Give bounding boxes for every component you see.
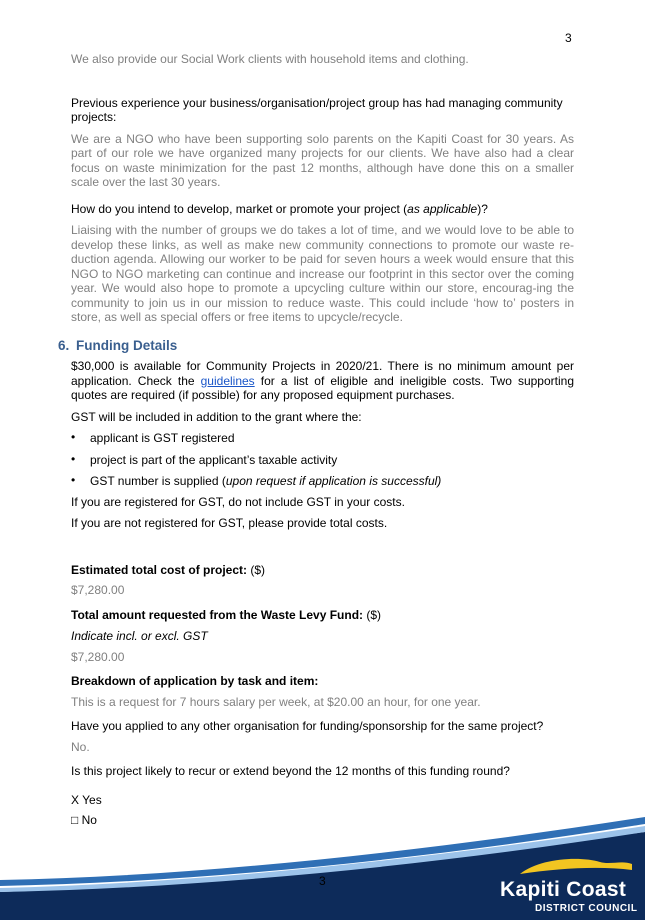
- list-item: • GST number is supplied (upon request if application is successful): [71, 473, 442, 488]
- gst-registered-note: If you are registered for GST, do not include GST in your costs.: [71, 494, 405, 509]
- section-heading: 6. Funding Details: [58, 337, 178, 353]
- bullet-icon: •: [71, 430, 76, 444]
- answer-other-funding: No.: [71, 739, 90, 754]
- document-body: [58, 52, 574, 828]
- gst-intro: GST will be included in addition to the grant where the:: [71, 409, 362, 424]
- page-number-top: 3: [565, 31, 572, 45]
- logo-title: Kapiti Coast: [500, 878, 627, 901]
- gst-not-registered-note: If you are not registered for GST, please provide total costs.: [71, 516, 388, 530]
- bullet-icon: •: [71, 473, 76, 487]
- intro-text: We also provide our Social Work clients with household items and clothing.: [71, 52, 469, 66]
- breakdown-label: Breakdown of application by task and item:: [71, 674, 319, 688]
- option-yes: X Yes: [71, 792, 102, 807]
- estimated-cost-label: Estimated total cost of project: ($): [71, 562, 266, 577]
- breakdown-value: This is a request for 7 hours salary per week, at $20.00 an hour, for one year.: [71, 694, 481, 709]
- question-experience: Previous experience your business/organisation/project group has had managing community projects:: [71, 95, 563, 124]
- list-item: • applicant is GST registered: [71, 430, 235, 445]
- requested-amount-hint: Indicate incl. or excl. GST: [71, 629, 208, 643]
- requested-amount-value: $7,280.00: [71, 649, 125, 664]
- question-recur: Is this project likely to recur or extend beyond the 12 months of this funding round?: [71, 764, 510, 778]
- option-no: □ No: [71, 813, 97, 827]
- answer-promote: Liaising with the number of groups we do takes a lot of time, and we would love to be able to develop these links, as well as make new community connections to promote our waste re-duction agenda. Allowing our worker to be paid for seven hours a week would ensure that this NGO to NGO marketing can continue and increase our footprint in this sector over the coming year. We would also hope to promote a upcycling culture within our store, encourag-ing the community to join us in our mission to reduce waste. This could include ‘how to’ posters in store, as well as special offers or free items to upcycle/recycle.: [71, 223, 574, 324]
- requested-amount-label: Total amount requested from the Waste Levy Fund: ($): [71, 607, 382, 622]
- funding-paragraph: $30,000 is available for Community Projects in 2020/21. There is no minimum amount per application. Check the guidelines for a list of eligible and ineligible costs. Two supporting quotes are required (if possible) for any proposed equipment purchases.: [71, 359, 574, 402]
- list-item: • project is part of the applicant’s taxable activity: [71, 451, 338, 467]
- guidelines-link[interactable]: guidelines: [200, 373, 255, 388]
- question-promote: How do you intend to develop, market or promote your project (as applicable)?: [71, 201, 488, 216]
- bullet-icon: •: [71, 451, 76, 466]
- logo-subtitle: DISTRICT COUNCIL: [535, 903, 638, 914]
- question-other-funding: Have you applied to any other organisation for funding/sponsorship for the same project?: [71, 719, 544, 733]
- page-number-bottom: 3: [319, 874, 326, 888]
- estimated-cost-value: $7,280.00: [71, 583, 125, 597]
- gst-conditions-list: [71, 431, 574, 489]
- answer-experience: We are a NGO who have been supporting solo parents on the Kapiti Coast for 30 years. As part of our role we have organized many projects for our clients. We have also had a clear focus on waste minimization for the past 12 months, although have done this on a smaller scale over the last 30 years.: [71, 131, 574, 189]
